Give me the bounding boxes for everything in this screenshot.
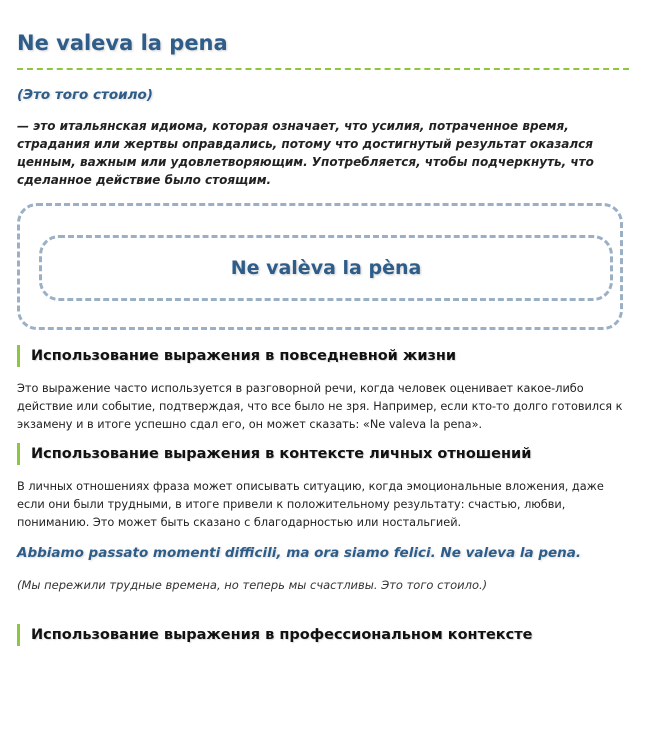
- section-heading-text: Использование выражения в профессиональном контексте: [31, 627, 533, 643]
- example-sentence: Abbiamo passato momenti difficili, ma ora siamo felici. Ne valeva la pena.: [17, 545, 581, 561]
- section-heading-text: Использование выражения в контексте личных отношений: [31, 446, 532, 462]
- example-translation: (Мы пережили трудные времена, но теперь мы счастливы. Это того стоило.): [17, 578, 488, 592]
- heading-accent-bar: [17, 345, 20, 367]
- heading-accent-bar: [17, 443, 20, 465]
- title-translation: (Это того стоило): [17, 87, 153, 103]
- article: [17, 30, 629, 646]
- title-divider: [17, 68, 629, 70]
- pronunciation-frame: [17, 203, 623, 330]
- page-title: Ne valeva la pena: [17, 31, 228, 55]
- pronunciation-box: [39, 235, 613, 301]
- pronunciation-text: Ne valèva la pèna: [230, 257, 422, 279]
- section-heading-everyday: [17, 345, 629, 367]
- section-heading-professional: [17, 624, 629, 646]
- section-heading-text: Использование выражения в повседневной жизни: [31, 348, 457, 364]
- section-heading-relationships: [17, 443, 629, 465]
- section-text-everyday: Это выражение часто используется в разговорной речи, когда человек оценивает какое-либо действие или событие, подтверждая, что все было не зря. Например, если кто-то долго готовился к экзамену и в итоге успешно сдал его, он может сказать: «Ne valeva la pena».: [17, 382, 623, 431]
- heading-accent-bar: [17, 624, 20, 646]
- section-text-relationships: В личных отношениях фраза может описывать ситуацию, когда эмоциональные вложения, даже если они были трудными, в итоге привели к положительному результату: счастью, любви, пониманию. Это может быть сказано с благодарностью или ностальгией.: [17, 480, 604, 529]
- definition-text: — это итальянская идиома, которая означает, что усилия, потраченное время, страдания или жертвы оправдались, потому что достигнутый результат оказался ценным, важным или удовлетворяющим. Употребляется, чтобы подчеркнуть, что сделанное действие было стоящим.: [17, 119, 594, 187]
